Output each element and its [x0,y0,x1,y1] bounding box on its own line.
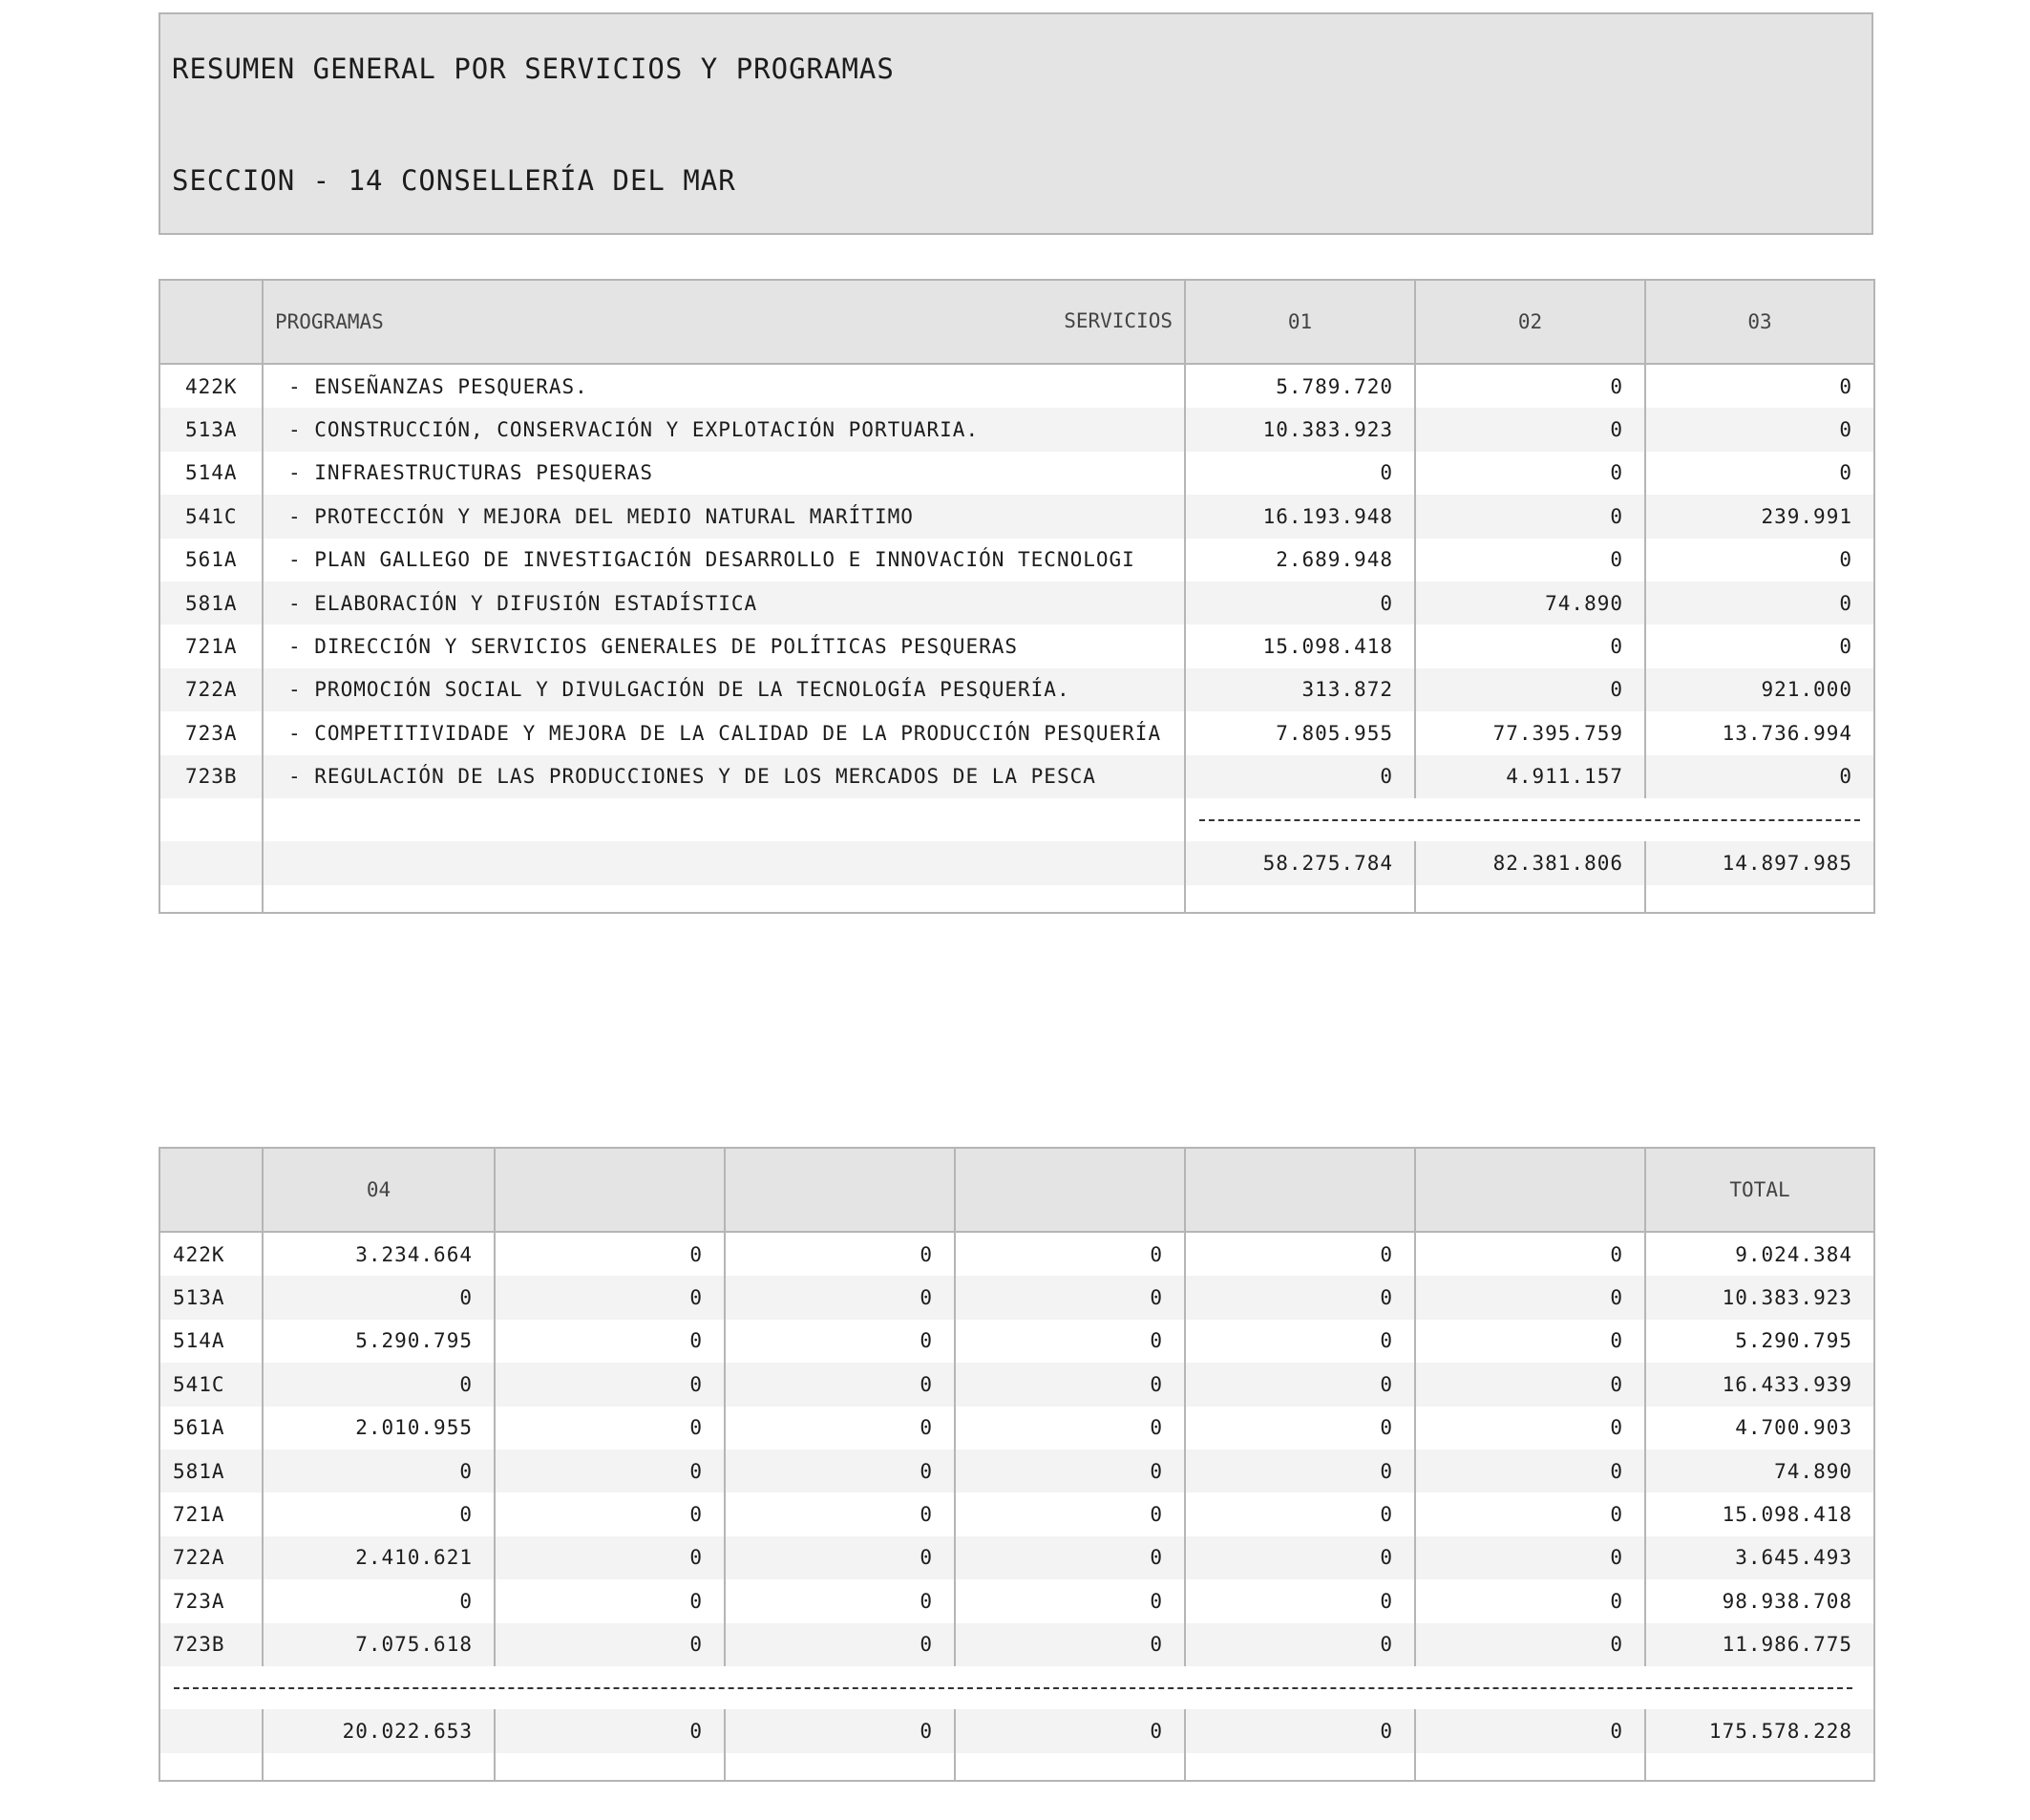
value-02: 74.890 [1415,582,1645,624]
total-03: 14.897.985 [1645,841,1874,884]
total-cell: 0 [1415,1709,1645,1752]
value-03: 239.991 [1645,495,1874,538]
value-03: 0 [1645,755,1874,798]
value-04: 2.410.621 [263,1536,495,1579]
value-04: 0 [263,1492,495,1535]
blank-row [159,885,1874,913]
program-desc: - PROMOCIÓN SOCIAL Y DIVULGACIÓN DE LA TECNOLOGÍA PESQUERÍA. [263,668,1185,711]
program-code: 723A [159,711,263,754]
value-cell: 0 [495,1450,725,1492]
program-desc: - PLAN GALLEGO DE INVESTIGACIÓN DESARROLLO E INNOVACIÓN TECNOLOGI [263,539,1185,582]
value-04: 0 [263,1579,495,1622]
separator-row [159,1666,1874,1709]
value-04: 0 [263,1450,495,1492]
value-01: 0 [1185,452,1415,495]
value-01: 7.805.955 [1185,711,1415,754]
section-title: SECCION - 14 CONSELLERÍA DEL MAR [172,164,736,197]
program-desc: - ENSEÑANZAS PESQUERAS. [263,364,1185,408]
value-01: 16.193.948 [1185,495,1415,538]
value-01: 0 [1185,755,1415,798]
value-cell: 0 [725,1232,955,1276]
row-total: 3.645.493 [1645,1536,1874,1579]
row-total: 15.098.418 [1645,1492,1874,1535]
program-code: 581A [159,1450,263,1492]
value-03: 0 [1645,452,1874,495]
row-total: 11.986.775 [1645,1623,1874,1666]
empty-header [495,1148,725,1232]
table-row [159,539,1874,582]
empty-header [1415,1148,1645,1232]
row-total: 9.024.384 [1645,1232,1874,1276]
table-row [159,1363,1874,1406]
value-04: 0 [263,1276,495,1319]
program-code: 721A [159,1492,263,1535]
program-code: 561A [159,1407,263,1450]
total-02: 82.381.806 [1415,841,1645,884]
table-row [159,1320,1874,1363]
program-code: 722A [159,668,263,711]
value-cell: 0 [495,1623,725,1666]
value-02: 0 [1415,624,1645,667]
grand-total: 175.578.228 [1645,1709,1874,1752]
value-cell: 0 [955,1623,1185,1666]
value-01: 2.689.948 [1185,539,1415,582]
program-desc: - COMPETITIVIDADE Y MEJORA DE LA CALIDAD DE LA PRODUCCIÓN PESQUERÍA [263,711,1185,754]
table-row [159,1276,1874,1319]
value-cell: 0 [1185,1276,1415,1319]
program-code: 723B [159,755,263,798]
value-cell: 0 [495,1407,725,1450]
table-row [159,1232,1874,1276]
table-row [159,1450,1874,1492]
services-table [159,279,1875,914]
dashed-separator [159,1666,1874,1709]
col-01-header: 01 [1185,280,1415,364]
col-02-header: 02 [1415,280,1645,364]
value-02: 4.911.157 [1415,755,1645,798]
blank-row [159,1753,1874,1781]
servicios-label: SERVICIOS [1064,309,1173,332]
value-cell: 0 [1415,1320,1645,1363]
empty-header [1185,1148,1415,1232]
program-code: 422K [159,364,263,408]
value-cell: 0 [495,1536,725,1579]
program-code: 541C [159,1363,263,1406]
value-cell: 0 [1185,1579,1415,1622]
value-02: 0 [1415,364,1645,408]
value-cell: 0 [955,1232,1185,1276]
table-row [159,364,1874,408]
value-cell: 0 [1415,1363,1645,1406]
value-cell: 0 [725,1276,955,1319]
value-cell: 0 [495,1492,725,1535]
program-code: 513A [159,1276,263,1319]
program-desc: - INFRAESTRUCTURAS PESQUERAS [263,452,1185,495]
code-header [159,280,263,364]
table-row [159,495,1874,538]
empty-header [725,1148,955,1232]
value-cell: 0 [495,1320,725,1363]
value-03: 0 [1645,582,1874,624]
value-cell: 0 [1185,1407,1415,1450]
value-cell: 0 [1185,1363,1415,1406]
value-02: 0 [1415,408,1645,451]
program-code: 513A [159,408,263,451]
table-row [159,668,1874,711]
value-cell: 0 [495,1232,725,1276]
value-cell: 0 [1415,1276,1645,1319]
total-cell: 0 [495,1709,725,1752]
value-cell: 0 [495,1276,725,1319]
program-desc: - CONSTRUCCIÓN, CONSERVACIÓN Y EXPLOTACIÓN PORTUARIA. [263,408,1185,451]
value-03: 0 [1645,624,1874,667]
row-total: 74.890 [1645,1450,1874,1492]
value-cell: 0 [955,1579,1185,1622]
value-cell: 0 [725,1492,955,1535]
programas-header [263,280,1185,364]
program-code: 722A [159,1536,263,1579]
program-code: 514A [159,1320,263,1363]
value-cell: 0 [1415,1450,1645,1492]
value-cell: 0 [955,1363,1185,1406]
value-cell: 0 [955,1450,1185,1492]
value-cell: 0 [725,1623,955,1666]
value-02: 0 [1415,452,1645,495]
value-cell: 0 [955,1407,1185,1450]
program-code: 723B [159,1623,263,1666]
total-header: TOTAL [1645,1148,1874,1232]
total-cell: 0 [1185,1709,1415,1752]
table-row [159,624,1874,667]
table-row [159,1579,1874,1622]
value-cell: 0 [1415,1536,1645,1579]
value-cell: 0 [495,1363,725,1406]
value-04: 7.075.618 [263,1623,495,1666]
program-desc: - DIRECCIÓN Y SERVICIOS GENERALES DE POLÍTICAS PESQUERAS [263,624,1185,667]
value-02: 0 [1415,495,1645,538]
value-cell: 0 [1185,1450,1415,1492]
value-cell: 0 [725,1363,955,1406]
value-cell: 0 [725,1450,955,1492]
value-02: 0 [1415,539,1645,582]
value-cell: 0 [495,1579,725,1622]
value-cell: 0 [955,1536,1185,1579]
value-01: 5.789.720 [1185,364,1415,408]
program-code: 541C [159,495,263,538]
row-total: 98.938.708 [1645,1579,1874,1622]
program-code: 422K [159,1232,263,1276]
table-row [159,408,1874,451]
value-03: 921.000 [1645,668,1874,711]
value-04: 0 [263,1363,495,1406]
value-01: 10.383.923 [1185,408,1415,451]
value-04: 5.290.795 [263,1320,495,1363]
programas-label: PROGRAMAS [275,310,384,333]
dashed-separator [1185,798,1874,841]
row-total: 16.433.939 [1645,1363,1874,1406]
value-cell: 0 [955,1320,1185,1363]
value-03: 0 [1645,539,1874,582]
value-cell: 0 [1185,1320,1415,1363]
program-code: 514A [159,452,263,495]
value-cell: 0 [1185,1623,1415,1666]
value-04: 2.010.955 [263,1407,495,1450]
program-code: 581A [159,582,263,624]
col-04-header: 04 [263,1148,495,1232]
code-header [159,1148,263,1232]
value-cell: 0 [1185,1232,1415,1276]
value-cell: 0 [1415,1232,1645,1276]
value-cell: 0 [1415,1623,1645,1666]
value-01: 313.872 [1185,668,1415,711]
program-desc: - PROTECCIÓN Y MEJORA DEL MEDIO NATURAL MARÍTIMO [263,495,1185,538]
total-01: 58.275.784 [1185,841,1415,884]
row-total: 4.700.903 [1645,1407,1874,1450]
table-row [159,1623,1874,1666]
value-cell: 0 [1415,1492,1645,1535]
empty-header [955,1148,1185,1232]
value-cell: 0 [955,1492,1185,1535]
table-row [159,1492,1874,1535]
table-row [159,711,1874,754]
table-row [159,1407,1874,1450]
value-04: 3.234.664 [263,1232,495,1276]
total-04: 20.022.653 [263,1709,495,1752]
value-01: 0 [1185,582,1415,624]
program-desc: - ELABORACIÓN Y DIFUSIÓN ESTADÍSTICA [263,582,1185,624]
table-row [159,452,1874,495]
row-total: 5.290.795 [1645,1320,1874,1363]
program-code: 721A [159,624,263,667]
value-cell: 0 [725,1320,955,1363]
total-cell: 0 [725,1709,955,1752]
value-03: 0 [1645,364,1874,408]
value-cell: 0 [725,1536,955,1579]
report-header [159,12,1873,235]
col-03-header: 03 [1645,280,1874,364]
value-cell: 0 [725,1579,955,1622]
value-01: 15.098.418 [1185,624,1415,667]
program-code: 723A [159,1579,263,1622]
totals-table [159,1147,1875,1782]
totals-row [159,841,1874,884]
value-cell: 0 [1415,1407,1645,1450]
value-cell: 0 [725,1407,955,1450]
value-cell: 0 [1415,1579,1645,1622]
program-desc: - REGULACIÓN DE LAS PRODUCCIONES Y DE LOS MERCADOS DE LA PESCA [263,755,1185,798]
value-03: 0 [1645,408,1874,451]
table-header-row [159,1148,1874,1232]
table-row [159,1536,1874,1579]
value-cell: 0 [1185,1536,1415,1579]
table-header-row [159,280,1874,364]
row-total: 10.383.923 [1645,1276,1874,1319]
separator-row [159,798,1874,841]
value-03: 13.736.994 [1645,711,1874,754]
value-02: 0 [1415,668,1645,711]
program-code: 561A [159,539,263,582]
total-cell: 0 [955,1709,1185,1752]
report-title: RESUMEN GENERAL POR SERVICIOS Y PROGRAMAS [172,53,895,85]
table-row [159,582,1874,624]
value-cell: 0 [1185,1492,1415,1535]
totals-row [159,1709,1874,1752]
table-row [159,755,1874,798]
value-cell: 0 [955,1276,1185,1319]
value-02: 77.395.759 [1415,711,1645,754]
